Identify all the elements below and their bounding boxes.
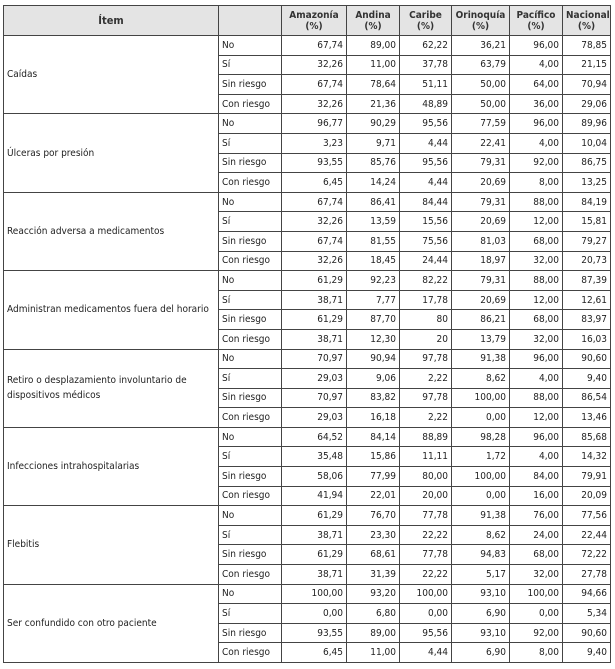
- value-cell: 77,78: [400, 506, 452, 526]
- value-cell: 20,00: [400, 486, 452, 506]
- value-cell: 4,00: [510, 447, 563, 467]
- value-cell: 8,00: [510, 173, 563, 193]
- value-cell: 86,54: [563, 388, 611, 408]
- value-cell: 16,03: [563, 329, 611, 349]
- value-cell: 1,72: [452, 447, 510, 467]
- item-label: Retiro o desplazamiento involuntario de dispositivos médicos: [4, 349, 219, 427]
- value-cell: 67,74: [282, 36, 347, 56]
- response-label: No: [219, 506, 282, 526]
- table-row: [4, 506, 611, 526]
- value-cell: 20: [400, 329, 452, 349]
- value-cell: 22,22: [400, 565, 452, 585]
- value-cell: 79,27: [563, 231, 611, 251]
- value-cell: 50,00: [452, 75, 510, 95]
- value-cell: 93,20: [347, 584, 400, 604]
- value-cell: 21,15: [563, 55, 611, 75]
- value-cell: 38,71: [282, 329, 347, 349]
- value-cell: 75,56: [400, 231, 452, 251]
- value-cell: 24,44: [400, 251, 452, 271]
- value-cell: 84,00: [510, 467, 563, 487]
- value-cell: 37,78: [400, 55, 452, 75]
- value-cell: 31,39: [347, 565, 400, 585]
- value-cell: 10,04: [563, 133, 611, 153]
- value-cell: 32,26: [282, 94, 347, 114]
- value-cell: 50,00: [452, 94, 510, 114]
- value-cell: 15,86: [347, 447, 400, 467]
- value-cell: 98,28: [452, 427, 510, 447]
- value-cell: 95,56: [400, 153, 452, 173]
- value-cell: 6,80: [347, 604, 400, 624]
- value-cell: 78,85: [563, 36, 611, 56]
- value-cell: 12,30: [347, 329, 400, 349]
- value-cell: 79,31: [452, 271, 510, 291]
- value-cell: 100,00: [452, 467, 510, 487]
- value-cell: 13,79: [452, 329, 510, 349]
- response-label: Sí: [219, 212, 282, 232]
- value-cell: 70,97: [282, 388, 347, 408]
- value-cell: 9,06: [347, 369, 400, 389]
- value-cell: 88,89: [400, 427, 452, 447]
- value-cell: 88,00: [510, 271, 563, 291]
- value-cell: 3,23: [282, 133, 347, 153]
- value-cell: 96,00: [510, 349, 563, 369]
- response-label: Sin riesgo: [219, 153, 282, 173]
- item-label: Ser confundido con otro paciente: [4, 584, 219, 662]
- table-row: [4, 192, 611, 212]
- item-label: Flebitis: [4, 506, 219, 584]
- response-label: Sin riesgo: [219, 75, 282, 95]
- response-label: Sin riesgo: [219, 231, 282, 251]
- value-cell: 78,64: [347, 75, 400, 95]
- value-cell: 96,00: [510, 427, 563, 447]
- value-cell: 83,82: [347, 388, 400, 408]
- value-cell: 64,00: [510, 75, 563, 95]
- value-cell: 2,22: [400, 408, 452, 428]
- value-cell: 95,56: [400, 114, 452, 134]
- response-label: Sin riesgo: [219, 467, 282, 487]
- item-label: Administran medicamentos fuera del horario: [4, 271, 219, 349]
- value-cell: 63,79: [452, 55, 510, 75]
- value-cell: 70,97: [282, 349, 347, 369]
- value-cell: 6,90: [452, 604, 510, 624]
- header-nacional: Nacional (%): [563, 6, 611, 36]
- value-cell: 38,71: [282, 525, 347, 545]
- header-amazonia: Amazonía (%): [282, 6, 347, 36]
- value-cell: 61,29: [282, 506, 347, 526]
- value-cell: 91,38: [452, 349, 510, 369]
- value-cell: 22,41: [452, 133, 510, 153]
- value-cell: 96,77: [282, 114, 347, 134]
- header-pacifico: Pacífico (%): [510, 6, 563, 36]
- value-cell: 4,44: [400, 173, 452, 193]
- response-label: No: [219, 192, 282, 212]
- response-label: Sí: [219, 290, 282, 310]
- value-cell: 58,06: [282, 467, 347, 487]
- value-cell: 11,00: [347, 643, 400, 663]
- value-cell: 11,11: [400, 447, 452, 467]
- value-cell: 35,48: [282, 447, 347, 467]
- value-cell: 68,00: [510, 545, 563, 565]
- value-cell: 80,00: [400, 467, 452, 487]
- value-cell: 67,74: [282, 75, 347, 95]
- value-cell: 16,00: [510, 486, 563, 506]
- value-cell: 81,03: [452, 231, 510, 251]
- value-cell: 61,29: [282, 271, 347, 291]
- table-row: [4, 271, 611, 291]
- value-cell: 32,26: [282, 212, 347, 232]
- value-cell: 79,31: [452, 153, 510, 173]
- value-cell: 100,00: [510, 584, 563, 604]
- value-cell: 79,31: [452, 192, 510, 212]
- response-label: Con riesgo: [219, 329, 282, 349]
- value-cell: 18,45: [347, 251, 400, 271]
- value-cell: 36,00: [510, 94, 563, 114]
- value-cell: 14,32: [563, 447, 611, 467]
- value-cell: 94,83: [452, 545, 510, 565]
- value-cell: 100,00: [282, 584, 347, 604]
- value-cell: 87,39: [563, 271, 611, 291]
- value-cell: 91,38: [452, 506, 510, 526]
- value-cell: 16,18: [347, 408, 400, 428]
- value-cell: 0,00: [282, 604, 347, 624]
- value-cell: 84,14: [347, 427, 400, 447]
- value-cell: 77,78: [400, 545, 452, 565]
- value-cell: 92,00: [510, 623, 563, 643]
- value-cell: 77,56: [563, 506, 611, 526]
- response-label: Sí: [219, 133, 282, 153]
- value-cell: 4,44: [400, 133, 452, 153]
- item-label: Úlceras por presión: [4, 114, 219, 192]
- response-label: Con riesgo: [219, 408, 282, 428]
- value-cell: 0,00: [452, 486, 510, 506]
- value-cell: 67,74: [282, 192, 347, 212]
- value-cell: 8,62: [452, 525, 510, 545]
- value-cell: 32,26: [282, 251, 347, 271]
- value-cell: 38,71: [282, 565, 347, 585]
- header-blank: [219, 6, 282, 36]
- value-cell: 29,03: [282, 408, 347, 428]
- response-label: No: [219, 427, 282, 447]
- value-cell: 93,55: [282, 623, 347, 643]
- value-cell: 0,00: [452, 408, 510, 428]
- value-cell: 68,00: [510, 231, 563, 251]
- response-label: Sí: [219, 55, 282, 75]
- value-cell: 48,89: [400, 94, 452, 114]
- table-row: [4, 114, 611, 134]
- value-cell: 17,78: [400, 290, 452, 310]
- value-cell: 32,26: [282, 55, 347, 75]
- value-cell: 82,22: [400, 271, 452, 291]
- value-cell: 8,00: [510, 643, 563, 663]
- table-row: [4, 427, 611, 447]
- value-cell: 6,45: [282, 173, 347, 193]
- value-cell: 32,00: [510, 329, 563, 349]
- value-cell: 7,77: [347, 290, 400, 310]
- response-label: Sin riesgo: [219, 623, 282, 643]
- value-cell: 61,29: [282, 545, 347, 565]
- value-cell: 2,22: [400, 369, 452, 389]
- value-cell: 12,61: [563, 290, 611, 310]
- response-label: Sin riesgo: [219, 310, 282, 330]
- value-cell: 9,40: [563, 643, 611, 663]
- value-cell: 6,45: [282, 643, 347, 663]
- value-cell: 38,71: [282, 290, 347, 310]
- header-row: [4, 6, 611, 36]
- value-cell: 15,81: [563, 212, 611, 232]
- results-table: [3, 5, 611, 663]
- value-cell: 4,00: [510, 369, 563, 389]
- value-cell: 15,56: [400, 212, 452, 232]
- value-cell: 12,00: [510, 290, 563, 310]
- value-cell: 5,34: [563, 604, 611, 624]
- value-cell: 93,10: [452, 584, 510, 604]
- response-label: Sí: [219, 369, 282, 389]
- value-cell: 13,59: [347, 212, 400, 232]
- value-cell: 32,00: [510, 251, 563, 271]
- value-cell: 22,44: [563, 525, 611, 545]
- value-cell: 93,55: [282, 153, 347, 173]
- value-cell: 86,21: [452, 310, 510, 330]
- value-cell: 21,36: [347, 94, 400, 114]
- value-cell: 85,76: [347, 153, 400, 173]
- value-cell: 90,94: [347, 349, 400, 369]
- table-row: [4, 349, 611, 369]
- value-cell: 0,00: [510, 604, 563, 624]
- response-label: No: [219, 114, 282, 134]
- item-label: Caídas: [4, 36, 219, 114]
- value-cell: 64,52: [282, 427, 347, 447]
- response-label: Sí: [219, 604, 282, 624]
- value-cell: 80: [400, 310, 452, 330]
- value-cell: 4,00: [510, 133, 563, 153]
- value-cell: 89,00: [347, 623, 400, 643]
- value-cell: 84,19: [563, 192, 611, 212]
- value-cell: 51,11: [400, 75, 452, 95]
- value-cell: 14,24: [347, 173, 400, 193]
- value-cell: 90,60: [563, 349, 611, 369]
- response-label: Con riesgo: [219, 486, 282, 506]
- value-cell: 41,94: [282, 486, 347, 506]
- value-cell: 96,00: [510, 36, 563, 56]
- value-cell: 12,00: [510, 408, 563, 428]
- table-row: [4, 36, 611, 56]
- value-cell: 77,99: [347, 467, 400, 487]
- response-label: Con riesgo: [219, 565, 282, 585]
- value-cell: 4,00: [510, 55, 563, 75]
- value-cell: 81,55: [347, 231, 400, 251]
- response-label: Con riesgo: [219, 94, 282, 114]
- value-cell: 83,97: [563, 310, 611, 330]
- value-cell: 84,44: [400, 192, 452, 212]
- response-label: Con riesgo: [219, 173, 282, 193]
- value-cell: 20,09: [563, 486, 611, 506]
- value-cell: 22,22: [400, 525, 452, 545]
- value-cell: 86,75: [563, 153, 611, 173]
- value-cell: 95,56: [400, 623, 452, 643]
- value-cell: 67,74: [282, 231, 347, 251]
- value-cell: 90,29: [347, 114, 400, 134]
- value-cell: 68,00: [510, 310, 563, 330]
- value-cell: 62,22: [400, 36, 452, 56]
- value-cell: 72,22: [563, 545, 611, 565]
- value-cell: 4,44: [400, 643, 452, 663]
- table-row: [4, 584, 611, 604]
- value-cell: 13,46: [563, 408, 611, 428]
- value-cell: 94,66: [563, 584, 611, 604]
- value-cell: 97,78: [400, 349, 452, 369]
- header-orinoquia: Orinoquía (%): [452, 6, 510, 36]
- response-label: Sí: [219, 447, 282, 467]
- value-cell: 92,00: [510, 153, 563, 173]
- value-cell: 29,03: [282, 369, 347, 389]
- value-cell: 89,00: [347, 36, 400, 56]
- table-body: [4, 36, 611, 663]
- value-cell: 24,00: [510, 525, 563, 545]
- value-cell: 88,00: [510, 388, 563, 408]
- value-cell: 97,78: [400, 388, 452, 408]
- value-cell: 18,97: [452, 251, 510, 271]
- value-cell: 87,70: [347, 310, 400, 330]
- value-cell: 8,62: [452, 369, 510, 389]
- value-cell: 86,41: [347, 192, 400, 212]
- value-cell: 76,00: [510, 506, 563, 526]
- value-cell: 23,30: [347, 525, 400, 545]
- value-cell: 77,59: [452, 114, 510, 134]
- value-cell: 9,71: [347, 133, 400, 153]
- header-item: Ítem: [4, 6, 219, 36]
- header-caribe: Caribe (%): [400, 6, 452, 36]
- value-cell: 20,69: [452, 212, 510, 232]
- value-cell: 76,70: [347, 506, 400, 526]
- value-cell: 32,00: [510, 565, 563, 585]
- value-cell: 92,23: [347, 271, 400, 291]
- value-cell: 9,40: [563, 369, 611, 389]
- value-cell: 90,60: [563, 623, 611, 643]
- response-label: Con riesgo: [219, 643, 282, 663]
- value-cell: 100,00: [452, 388, 510, 408]
- value-cell: 100,00: [400, 584, 452, 604]
- value-cell: 20,73: [563, 251, 611, 271]
- response-label: No: [219, 36, 282, 56]
- response-label: Sin riesgo: [219, 388, 282, 408]
- value-cell: 89,96: [563, 114, 611, 134]
- value-cell: 11,00: [347, 55, 400, 75]
- value-cell: 88,00: [510, 192, 563, 212]
- item-label: Infecciones intrahospitalarias: [4, 427, 219, 505]
- value-cell: 20,69: [452, 290, 510, 310]
- response-label: No: [219, 584, 282, 604]
- value-cell: 68,61: [347, 545, 400, 565]
- response-label: No: [219, 271, 282, 291]
- item-label: Reacción adversa a medicamentos: [4, 192, 219, 270]
- value-cell: 70,94: [563, 75, 611, 95]
- response-label: No: [219, 349, 282, 369]
- value-cell: 13,25: [563, 173, 611, 193]
- value-cell: 79,91: [563, 467, 611, 487]
- value-cell: 61,29: [282, 310, 347, 330]
- value-cell: 0,00: [400, 604, 452, 624]
- value-cell: 36,21: [452, 36, 510, 56]
- value-cell: 6,90: [452, 643, 510, 663]
- value-cell: 85,68: [563, 427, 611, 447]
- value-cell: 27,78: [563, 565, 611, 585]
- value-cell: 5,17: [452, 565, 510, 585]
- response-label: Sin riesgo: [219, 545, 282, 565]
- value-cell: 20,69: [452, 173, 510, 193]
- value-cell: 12,00: [510, 212, 563, 232]
- value-cell: 22,01: [347, 486, 400, 506]
- value-cell: 93,10: [452, 623, 510, 643]
- value-cell: 96,00: [510, 114, 563, 134]
- response-label: Con riesgo: [219, 251, 282, 271]
- header-andina: Andina (%): [347, 6, 400, 36]
- response-label: Sí: [219, 525, 282, 545]
- value-cell: 29,06: [563, 94, 611, 114]
